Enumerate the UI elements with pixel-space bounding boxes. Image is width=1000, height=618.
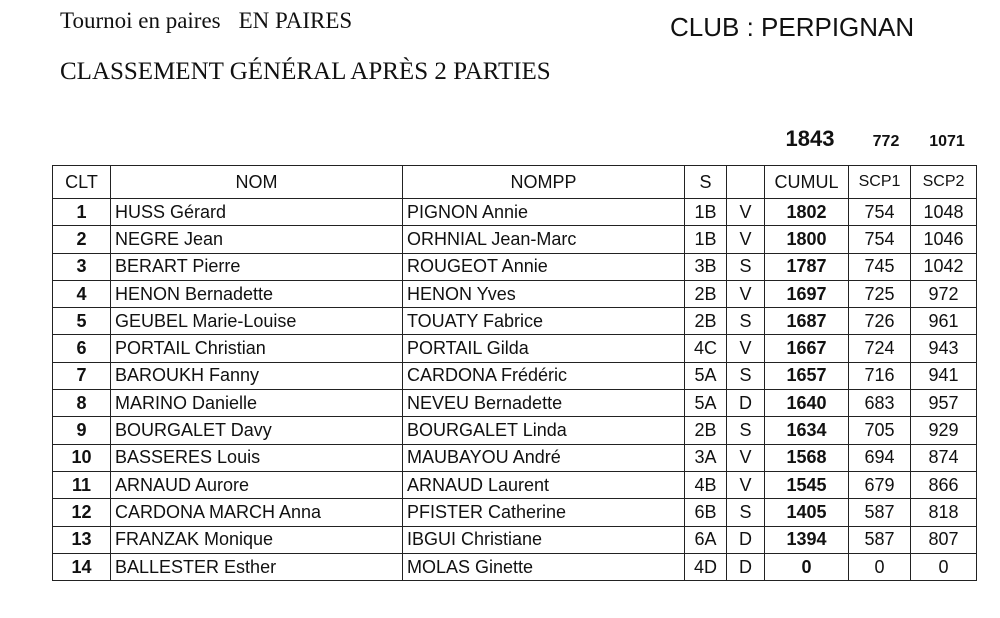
cell-scp1: 754: [849, 226, 911, 253]
col-header-scp2: SCP2: [911, 166, 977, 199]
cell-scp1: 705: [849, 417, 911, 444]
cell-nompp: ORHNIAL Jean-Marc: [403, 226, 685, 253]
cell-clt: 4: [53, 280, 111, 307]
cell-nom: BERART Pierre: [111, 253, 403, 280]
cell-scp1: 0: [849, 553, 911, 580]
cell-nompp: NEVEU Bernadette: [403, 390, 685, 417]
cell-nom: BAROUKH Fanny: [111, 362, 403, 389]
table-row: [53, 444, 977, 471]
table-row: [53, 308, 977, 335]
cell-s: 6B: [685, 499, 727, 526]
cell-cumul: 1568: [765, 444, 849, 471]
cell-clt: 8: [53, 390, 111, 417]
cell-clt: 14: [53, 553, 111, 580]
cell-s: 4C: [685, 335, 727, 362]
cell-nom: BALLESTER Esther: [111, 553, 403, 580]
ranking-subtitle: CLASSEMENT GÉNÉRAL APRÈS 2 PARTIES: [60, 58, 551, 85]
cell-flag: S: [727, 362, 765, 389]
cell-nom: PORTAIL Christian: [111, 335, 403, 362]
cell-nompp: ARNAUD Laurent: [403, 471, 685, 498]
header-row: [53, 166, 977, 199]
cell-nom: FRANZAK Monique: [111, 526, 403, 553]
cell-nompp: ROUGEOT Annie: [403, 253, 685, 280]
cell-scp1: 725: [849, 280, 911, 307]
cell-flag: V: [727, 335, 765, 362]
col-header-s: S: [685, 166, 727, 199]
cell-s: 6A: [685, 526, 727, 553]
cell-scp2: 807: [911, 526, 977, 553]
cell-scp1: 754: [849, 199, 911, 226]
table-row: [53, 417, 977, 444]
cell-cumul: 1802: [765, 199, 849, 226]
results-table: [52, 165, 977, 581]
cell-scp1: 745: [849, 253, 911, 280]
cell-cumul: 1640: [765, 390, 849, 417]
cell-nom: MARINO Danielle: [111, 390, 403, 417]
col-header-flag: [727, 166, 765, 199]
col-header-cumul: CUMUL: [765, 166, 849, 199]
cell-cumul: 1634: [765, 417, 849, 444]
table-body: [53, 199, 977, 581]
cell-flag: S: [727, 308, 765, 335]
table-row: [53, 526, 977, 553]
cell-nompp: IBGUI Christiane: [403, 526, 685, 553]
table-row: [53, 199, 977, 226]
cell-clt: 7: [53, 362, 111, 389]
cell-scp2: 866: [911, 471, 977, 498]
cell-s: 3A: [685, 444, 727, 471]
cell-clt: 10: [53, 444, 111, 471]
cell-scp1: 587: [849, 499, 911, 526]
cell-nompp: TOUATY Fabrice: [403, 308, 685, 335]
cell-flag: V: [727, 471, 765, 498]
cell-flag: D: [727, 553, 765, 580]
table-row: [53, 362, 977, 389]
cell-cumul: 0: [765, 553, 849, 580]
cell-clt: 9: [53, 417, 111, 444]
cell-scp2: 1046: [911, 226, 977, 253]
cell-s: 5A: [685, 362, 727, 389]
cell-cumul: 1800: [765, 226, 849, 253]
cell-flag: V: [727, 226, 765, 253]
cell-nompp: MAUBAYOU André: [403, 444, 685, 471]
table-row: [53, 553, 977, 580]
cell-clt: 2: [53, 226, 111, 253]
cell-clt: 5: [53, 308, 111, 335]
tournament-mode: EN PAIRES: [238, 8, 353, 33]
cell-scp2: 818: [911, 499, 977, 526]
cell-cumul: 1405: [765, 499, 849, 526]
cell-s: 4B: [685, 471, 727, 498]
cell-scp1: 694: [849, 444, 911, 471]
cell-clt: 11: [53, 471, 111, 498]
cell-s: 2B: [685, 308, 727, 335]
cell-scp2: 874: [911, 444, 977, 471]
cell-scp2: 941: [911, 362, 977, 389]
col-header-clt: CLT: [53, 166, 111, 199]
cell-nompp: CARDONA Frédéric: [403, 362, 685, 389]
cell-cumul: 1545: [765, 471, 849, 498]
cell-nom: CARDONA MARCH Anna: [111, 499, 403, 526]
table-row: [53, 226, 977, 253]
cell-scp2: 1042: [911, 253, 977, 280]
cell-clt: 12: [53, 499, 111, 526]
cell-clt: 1: [53, 199, 111, 226]
cell-flag: V: [727, 444, 765, 471]
cell-flag: S: [727, 417, 765, 444]
table-row: [53, 280, 977, 307]
cell-nom: NEGRE Jean: [111, 226, 403, 253]
cell-flag: D: [727, 390, 765, 417]
cell-clt: 13: [53, 526, 111, 553]
cell-flag: S: [727, 499, 765, 526]
cell-cumul: 1687: [765, 308, 849, 335]
cell-s: 2B: [685, 280, 727, 307]
cell-s: 1B: [685, 199, 727, 226]
total-scp1: 772: [872, 133, 900, 150]
cell-nompp: PORTAIL Gilda: [403, 335, 685, 362]
cell-scp2: 957: [911, 390, 977, 417]
cell-nom: BASSERES Louis: [111, 444, 403, 471]
cell-scp2: 972: [911, 280, 977, 307]
club-name: CLUB : PERPIGNAN: [670, 12, 915, 42]
cell-flag: D: [727, 526, 765, 553]
cell-scp1: 726: [849, 308, 911, 335]
cell-nompp: PFISTER Catherine: [403, 499, 685, 526]
cell-clt: 6: [53, 335, 111, 362]
cell-nom: HENON Bernadette: [111, 280, 403, 307]
cell-scp1: 724: [849, 335, 911, 362]
cell-flag: S: [727, 253, 765, 280]
cell-nom: BOURGALET Davy: [111, 417, 403, 444]
cell-flag: V: [727, 199, 765, 226]
col-header-nom: NOM: [111, 166, 403, 199]
cell-nom: GEUBEL Marie-Louise: [111, 308, 403, 335]
cell-s: 4D: [685, 553, 727, 580]
cell-scp1: 716: [849, 362, 911, 389]
cell-scp2: 929: [911, 417, 977, 444]
cell-s: 1B: [685, 226, 727, 253]
total-cumul: 1843: [785, 126, 835, 151]
tournament-title: [60, 8, 352, 34]
table-row: [53, 335, 977, 362]
cell-cumul: 1787: [765, 253, 849, 280]
tournament-label: Tournoi en paires: [60, 8, 221, 33]
cell-s: 3B: [685, 253, 727, 280]
cell-nom: ARNAUD Aurore: [111, 471, 403, 498]
cell-nompp: MOLAS Ginette: [403, 553, 685, 580]
cell-flag: V: [727, 280, 765, 307]
cell-s: 2B: [685, 417, 727, 444]
cell-scp1: 587: [849, 526, 911, 553]
cell-scp2: 961: [911, 308, 977, 335]
cell-cumul: 1697: [765, 280, 849, 307]
table-row: [53, 390, 977, 417]
cell-nompp: PIGNON Annie: [403, 199, 685, 226]
cell-cumul: 1394: [765, 526, 849, 553]
cell-scp1: 683: [849, 390, 911, 417]
cell-nompp: HENON Yves: [403, 280, 685, 307]
col-header-scp1: SCP1: [849, 166, 911, 199]
cell-clt: 3: [53, 253, 111, 280]
table-row: [53, 471, 977, 498]
col-header-nompp: NOMPP: [403, 166, 685, 199]
cell-nompp: BOURGALET Linda: [403, 417, 685, 444]
cell-nom: HUSS Gérard: [111, 199, 403, 226]
table-header: [53, 166, 977, 199]
cell-cumul: 1667: [765, 335, 849, 362]
total-scp2: 1071: [929, 133, 965, 150]
cell-cumul: 1657: [765, 362, 849, 389]
cell-s: 5A: [685, 390, 727, 417]
table-row: [53, 253, 977, 280]
cell-scp2: 1048: [911, 199, 977, 226]
cell-scp2: 0: [911, 553, 977, 580]
cell-scp1: 679: [849, 471, 911, 498]
table-row: [53, 499, 977, 526]
cell-scp2: 943: [911, 335, 977, 362]
